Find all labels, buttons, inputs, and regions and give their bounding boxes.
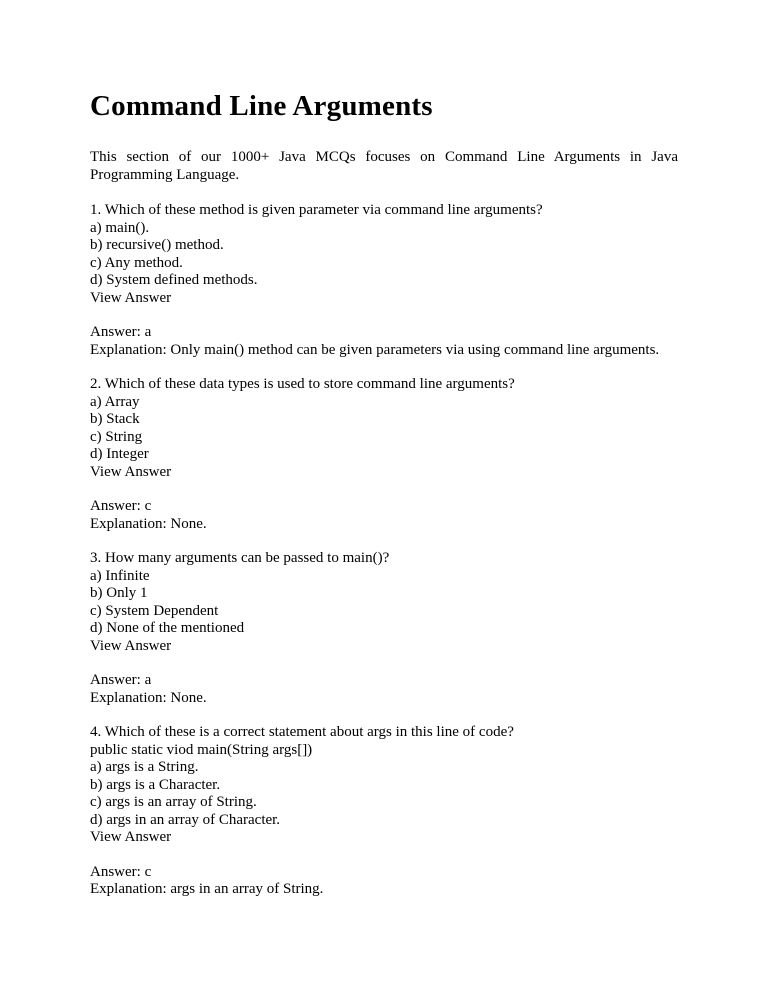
explanation-text: Explanation: args in an array of String. (90, 881, 324, 897)
question-text: 4. Which of these is a correct statement about args in this line of code? (90, 724, 514, 740)
explanation-text: Explanation: None. (90, 515, 207, 532)
question-block (90, 202, 678, 359)
question-code-line: public static viod main(String args[]) (90, 741, 313, 758)
question-option: a) main(). (90, 219, 150, 236)
view-answer-link[interactable]: View Answer (90, 463, 172, 480)
question-option: b) args is a Character. (90, 776, 221, 793)
intro-paragraph: This section of our 1000+ Java MCQs focuses on Command Line Arguments in Java Programming Language. (90, 149, 678, 183)
view-answer-link[interactable]: View Answer (90, 637, 172, 654)
question-block (90, 724, 678, 899)
explanation-text: Explanation: None. (90, 689, 207, 706)
question-option: a) Infinite (90, 567, 150, 584)
question-option: c) args is an array of String. (90, 794, 257, 810)
answer-group (90, 864, 678, 899)
answer-group (90, 324, 678, 359)
answer-text: Answer: a (90, 324, 152, 340)
question-text: 3. How many arguments can be passed to main()? (90, 550, 390, 566)
answer-text: Answer: c (90, 498, 152, 514)
question-option: c) System Dependent (90, 602, 219, 619)
explanation-text: Explanation: Only main() method can be given parameters via using command line arguments. (90, 341, 660, 358)
answer-text: Answer: a (90, 672, 152, 688)
question-option: b) Only 1 (90, 585, 148, 601)
question-option: c) Any method. (90, 254, 183, 271)
question-option: d) Integer (90, 446, 149, 462)
question-option: a) Array (90, 393, 140, 410)
answer-group (90, 498, 678, 533)
question-block (90, 550, 678, 707)
question-text: 2. Which of these data types is used to store command line arguments? (90, 376, 515, 392)
question-text: 1. Which of these method is given parameter via command line arguments? (90, 202, 543, 218)
question-option: c) String (90, 428, 143, 445)
answer-text: Answer: c (90, 863, 152, 880)
question-option: b) recursive() method. (90, 237, 224, 253)
question-option: d) args in an array of Character. (90, 811, 281, 828)
view-answer-link[interactable]: View Answer (90, 829, 172, 845)
page-title: Command Line Arguments (90, 90, 433, 122)
answer-group (90, 672, 678, 707)
question-option: d) None of the mentioned (90, 620, 245, 636)
view-answer-link[interactable]: View Answer (90, 289, 172, 306)
question-option: b) Stack (90, 411, 140, 427)
question-block (90, 376, 678, 533)
question-option: a) args is a String. (90, 759, 199, 775)
question-option: d) System defined methods. (90, 272, 258, 288)
